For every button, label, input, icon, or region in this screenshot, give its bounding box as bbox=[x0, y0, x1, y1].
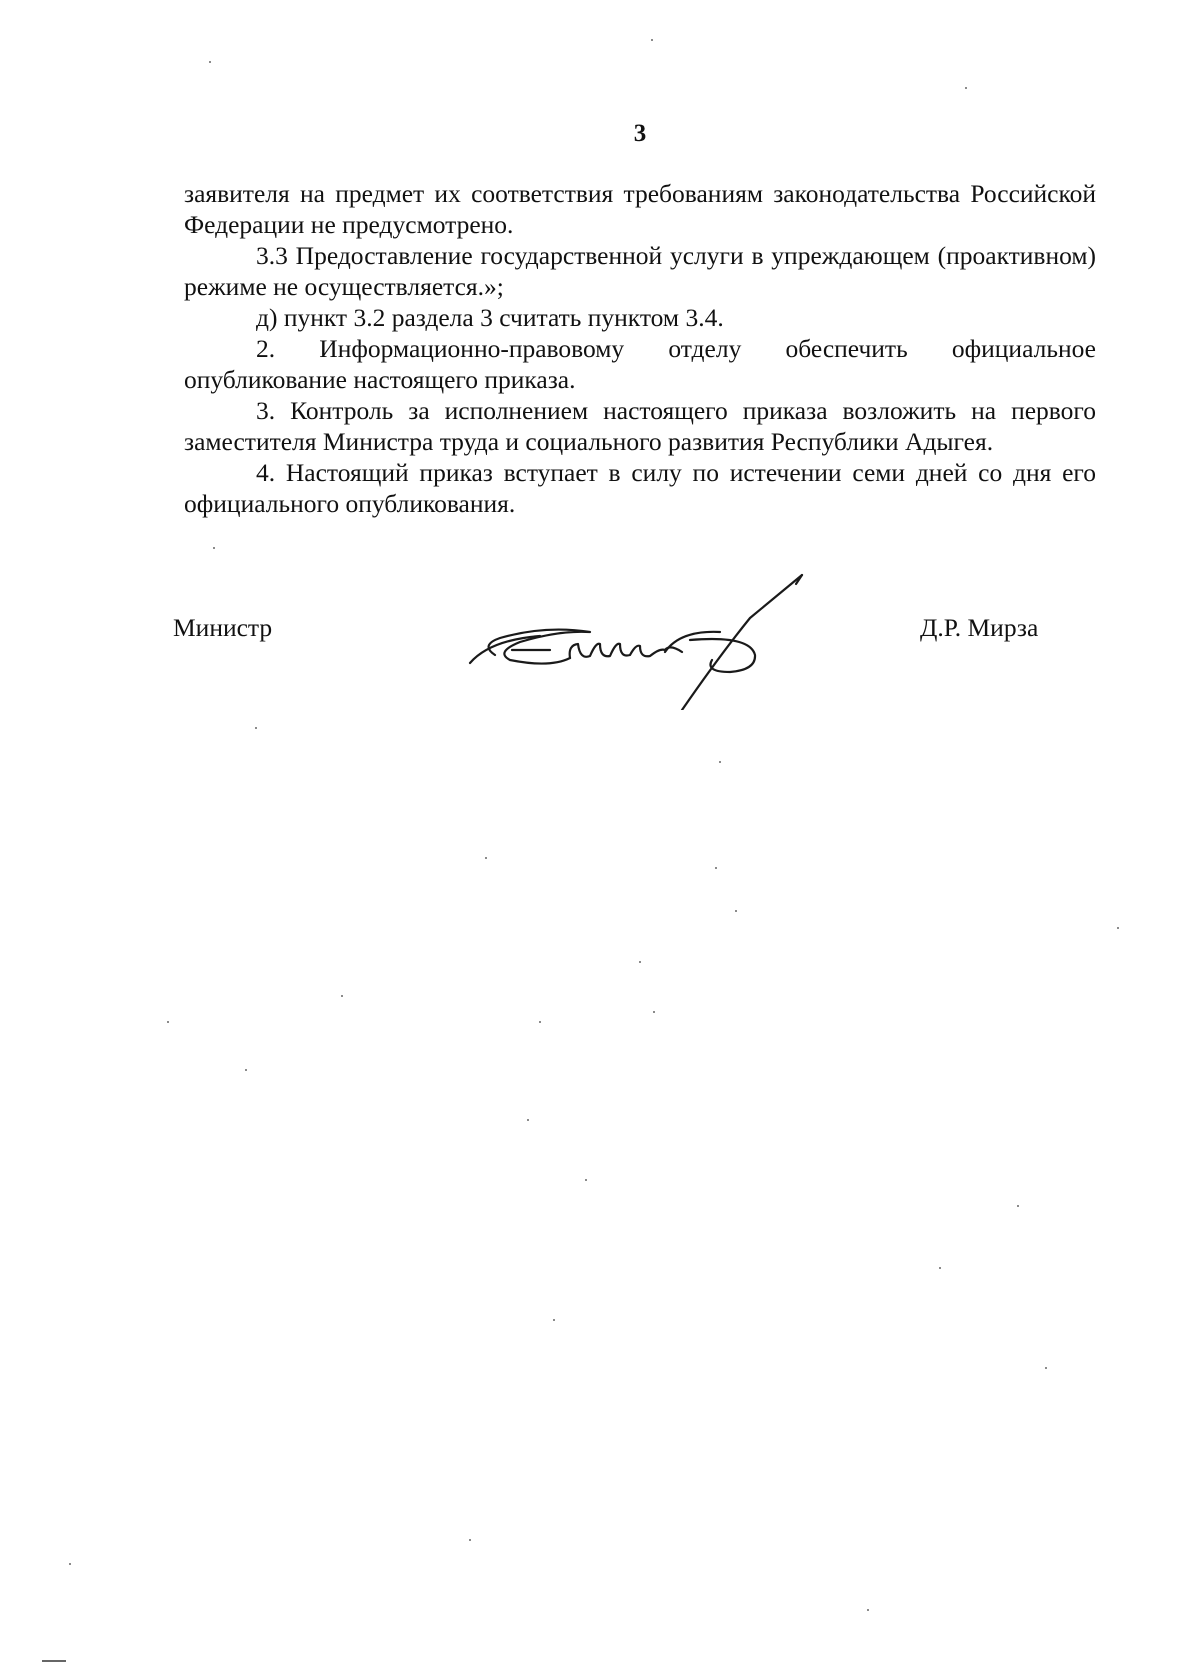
paragraph-3-3: 3.3 Предоставление государственной услуги в упреждающем (проактивном) режиме не осуществляется.»; bbox=[184, 241, 1096, 301]
signer-position: Министр bbox=[173, 613, 273, 642]
paragraph-item-d: д) пункт 3.2 раздела 3 считать пунктом 3.4. bbox=[256, 303, 724, 332]
paragraph-continuation: заявителя на предмет их соответствия требованиям законодательства Российской Федерации не предусмотрено. bbox=[184, 179, 1096, 239]
paragraph-3: 3. Контроль за исполнением настоящего приказа возложить на первого заместителя Министра труда и социального развития Республики Адыгея. bbox=[184, 396, 1096, 456]
paragraph-2: 2. Информационно-правовому отделу обеспечить официальное опубликование настоящего приказа. bbox=[184, 334, 1096, 394]
signer-name: Д.Р. Мирза bbox=[920, 613, 1039, 642]
page-number: 3 bbox=[633, 120, 647, 147]
paragraph-4: 4. Настоящий приказ вступает в силу по истечении семи дней со дня его официального опубликования. bbox=[184, 458, 1096, 518]
